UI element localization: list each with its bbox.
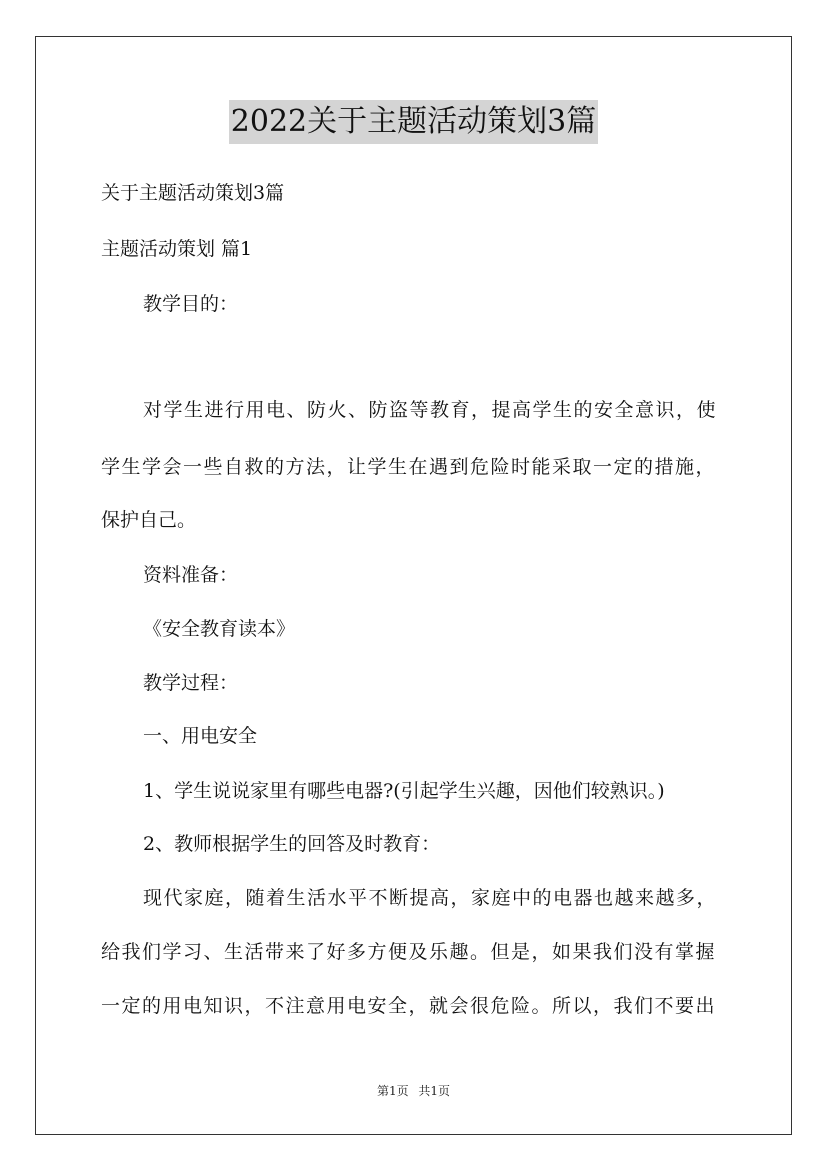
document-title: 2022关于主题活动策划3篇: [229, 100, 598, 144]
paragraph-line: 2、教师根据学生的回答及时教育：: [143, 833, 441, 855]
page-footer: [0, 1083, 827, 1099]
paragraph-line: 保护自己。: [101, 509, 197, 531]
page-total: 共1页: [418, 1084, 451, 1098]
paragraph-line: 《安全教育读本》: [143, 618, 296, 640]
paragraph-line: 对学生进行用电、防火、防盗等教育，提高学生的安全意识，使: [143, 399, 718, 421]
section-heading: 主题活动策划 篇1: [101, 238, 253, 260]
paragraph-line: 1、学生说说家里有哪些电器?(引起学生兴趣，因他们较熟识。): [143, 780, 665, 802]
paragraph-label-objective: 教学目的：: [143, 293, 239, 315]
paragraph-line: 一定的用电知识，不注意用电安全，就会很危险。所以，我们不要出: [101, 995, 717, 1017]
paragraph-label-materials: 资料准备：: [143, 564, 239, 586]
subtitle-line: 关于主题活动策划3篇: [101, 182, 285, 204]
paragraph-line: 给我们学习、生活带来了好多方便及乐趣。但是，如果我们没有掌握: [101, 941, 717, 963]
paragraph-label-process: 教学过程：: [143, 672, 239, 694]
title-container: [0, 100, 827, 144]
paragraph-line: 学生学会一些自救的方法，让学生在遇到危险时能采取一定的措施，: [101, 456, 717, 478]
subsection-heading: 一、用电安全: [143, 725, 258, 747]
paragraph-line: 现代家庭，随着生活水平不断提高，家庭中的电器也越来越多，: [143, 887, 718, 909]
page-number: 第1页: [376, 1084, 409, 1098]
